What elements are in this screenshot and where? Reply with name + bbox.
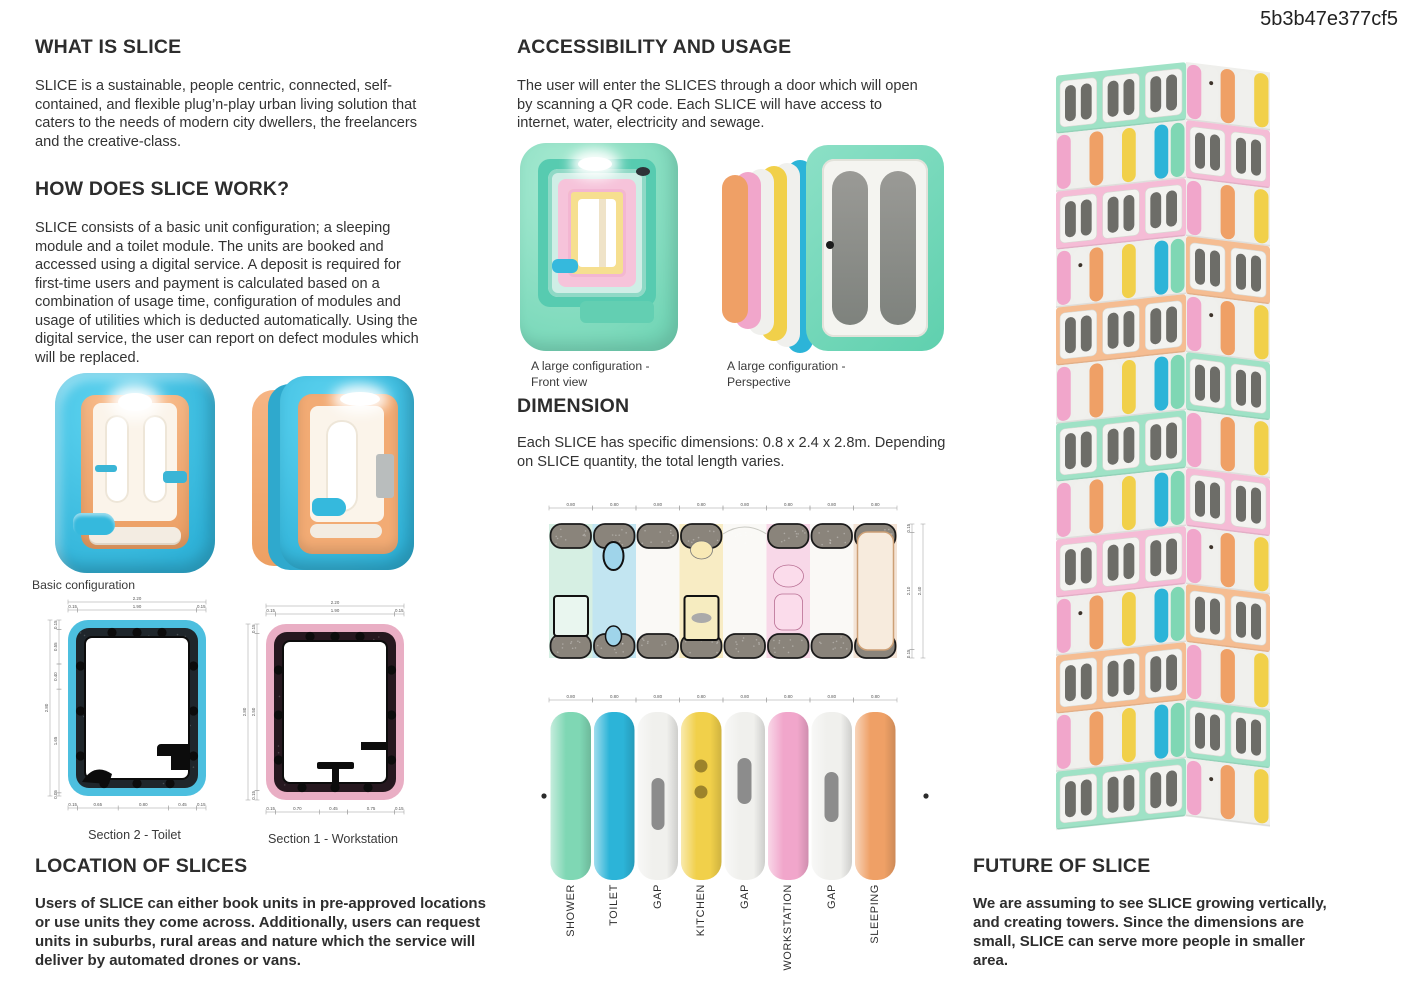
svg-text:0.15: 0.15 xyxy=(266,608,275,614)
drawing-section-toilet xyxy=(42,596,227,826)
drawing-section-workstation xyxy=(240,600,425,830)
svg-text:0.80: 0.80 xyxy=(696,694,706,700)
svg-text:0.80: 0.80 xyxy=(870,694,880,700)
svg-text:0.80: 0.80 xyxy=(740,502,750,508)
svg-text:0.55: 0.55 xyxy=(53,642,59,651)
vent-dot xyxy=(636,167,650,176)
svg-text:0.45: 0.45 xyxy=(329,806,338,812)
svg-text:0.15: 0.15 xyxy=(68,802,77,808)
svg-text:0.80: 0.80 xyxy=(609,694,619,700)
heading-future-of-slice: FUTURE OF SLICE xyxy=(973,855,1151,877)
module-label: KITCHEN xyxy=(695,884,708,937)
caption-large-front: A large configuration - Front view xyxy=(531,359,650,389)
svg-text:0.40: 0.40 xyxy=(53,672,59,681)
svg-text:2.50: 2.50 xyxy=(251,707,257,717)
illustration-slice-tower xyxy=(1048,48,1273,848)
module-sink xyxy=(552,259,578,273)
module-label-row xyxy=(535,884,949,984)
module-panel xyxy=(376,454,394,498)
svg-text:0.15: 0.15 xyxy=(197,802,206,808)
module-label: GAP xyxy=(825,884,838,909)
tower-left-face xyxy=(1056,62,1186,830)
module-label: GAP xyxy=(738,884,751,909)
svg-text:0.80: 0.80 xyxy=(653,502,663,508)
caption-section-workstation: Section 1 - Workstation xyxy=(268,832,398,846)
module-back-wall xyxy=(578,199,616,267)
body-how-does-slice-work: SLICE consists of a basic unit configuration; a sleeping module and a toilet module. The units are booked and accessed using a digital service. A deposit is required for first-time users and payment is calculated based on a combination of usage time, configuration of modules and usage of utilities which is deducted automatically. Using the digital service, the user can report on defect modules which will be replaced. xyxy=(35,220,419,366)
module-capsule xyxy=(812,712,853,880)
door-window xyxy=(832,171,868,325)
svg-text:0.80: 0.80 xyxy=(609,502,619,508)
svg-text:0.15: 0.15 xyxy=(53,620,59,629)
svg-text:0.80: 0.80 xyxy=(740,694,750,700)
module-label: SHOWER xyxy=(564,884,577,937)
module-capsule xyxy=(594,712,635,880)
module-light xyxy=(118,393,152,411)
caption-basic-configuration: Basic configuration xyxy=(32,578,135,592)
module-label: WORKSTATION xyxy=(782,884,795,971)
svg-text:0.15: 0.15 xyxy=(906,649,912,659)
heading-accessibility-and-usage: ACCESSIBILITY AND USAGE xyxy=(517,36,792,58)
caption-section-toilet: Section 2 - Toilet xyxy=(88,828,181,842)
module-pillar xyxy=(599,199,606,267)
svg-text:0.80: 0.80 xyxy=(870,502,880,508)
svg-text:0.15: 0.15 xyxy=(197,604,206,610)
module-light xyxy=(340,392,380,406)
svg-text:0.80: 0.80 xyxy=(138,802,148,808)
module-capsule xyxy=(768,712,809,880)
svg-text:2.40: 2.40 xyxy=(917,586,923,596)
svg-text:0.80: 0.80 xyxy=(566,502,576,508)
module-sink xyxy=(73,513,115,535)
module-window xyxy=(143,415,167,503)
illustration-basic-module-front xyxy=(55,373,215,573)
door-knob xyxy=(826,241,834,249)
illustration-large-config-perspective xyxy=(722,145,944,351)
svg-text:0.80: 0.80 xyxy=(653,694,663,700)
svg-text:1.65: 1.65 xyxy=(53,736,59,746)
svg-text:0.80: 0.80 xyxy=(783,694,793,700)
svg-text:0.75: 0.75 xyxy=(366,806,376,812)
svg-text:0.15: 0.15 xyxy=(251,791,257,800)
module-capsule xyxy=(551,712,592,880)
module-light xyxy=(578,157,612,171)
svg-text:0.15: 0.15 xyxy=(395,608,404,614)
svg-text:2.80: 2.80 xyxy=(44,703,50,713)
module-shelf xyxy=(163,471,187,483)
body-accessibility-and-usage: The user will enter the SLICES through a door which will open by scanning a QR code. Each SLICE will have access to internet, water, electricity and sewage. xyxy=(517,78,918,132)
module-step xyxy=(580,301,654,323)
drawing-plan-view xyxy=(535,500,935,675)
svg-text:0.80: 0.80 xyxy=(566,694,576,700)
svg-text:0.05: 0.05 xyxy=(53,790,59,799)
drawing-elevation-view xyxy=(535,692,935,880)
heading-what-is-slice: WHAT IS SLICE xyxy=(35,36,182,58)
body-location-of-slices: Users of SLICE can either book units in pre-approved locations or use units they come across. Additionally, users can request units in suburbs, rural areas and nature which the service will deliver by automated drones or vans. xyxy=(35,895,486,970)
module-capsule xyxy=(638,712,679,880)
svg-text:0.15: 0.15 xyxy=(68,604,77,610)
svg-text:1.90: 1.90 xyxy=(330,608,340,614)
heading-location-of-slices: LOCATION OF SLICES xyxy=(35,855,248,877)
body-future-of-slice: We are assuming to see SLICE growing vertically, and creating towers. Since the dimensions are small, SLICE can serve more people in smaller area. xyxy=(973,895,1327,970)
module-label: TOILET xyxy=(608,884,621,926)
module-window xyxy=(105,415,129,503)
body-dimension: Each SLICE has specific dimensions: 0.8 x 2.4 x 2.8m. Depending on SLICE quantity, the total length varies. xyxy=(517,435,946,470)
module-capsule xyxy=(855,712,896,880)
svg-text:0.15: 0.15 xyxy=(906,523,912,533)
svg-text:0.15: 0.15 xyxy=(251,624,257,633)
tower-right-face xyxy=(1186,62,1270,827)
svg-text:2.80: 2.80 xyxy=(242,707,248,717)
module-label: GAP xyxy=(651,884,664,909)
illustration-basic-module-perspective xyxy=(252,376,414,574)
module-capsule xyxy=(681,712,722,880)
svg-text:2.20: 2.20 xyxy=(132,596,142,602)
heading-how-does-slice-work: HOW DOES SLICE WORK? xyxy=(35,178,290,200)
module-shelf xyxy=(95,465,117,472)
svg-text:2.10: 2.10 xyxy=(906,586,912,596)
svg-text:0.80: 0.80 xyxy=(827,694,837,700)
svg-text:1.90: 1.90 xyxy=(132,604,142,610)
svg-text:0.65: 0.65 xyxy=(93,802,103,808)
svg-text:0.45: 0.45 xyxy=(178,802,187,808)
module-label: SLEEPING xyxy=(869,884,882,944)
door-window xyxy=(880,171,916,325)
heading-dimension: DIMENSION xyxy=(517,395,630,417)
svg-text:0.80: 0.80 xyxy=(827,502,837,508)
svg-text:0.80: 0.80 xyxy=(783,502,793,508)
svg-text:2.20: 2.20 xyxy=(330,600,340,606)
svg-text:0.80: 0.80 xyxy=(696,502,706,508)
module-floor xyxy=(310,524,382,538)
caption-large-perspective: A large configuration - Perspective xyxy=(727,359,846,389)
stacked-module-stripe xyxy=(722,175,748,323)
illustration-large-config-front xyxy=(520,143,678,351)
svg-text:0.15: 0.15 xyxy=(266,806,275,812)
module-capsule xyxy=(725,712,766,880)
module-sink xyxy=(312,498,346,516)
svg-text:0.15: 0.15 xyxy=(395,806,404,812)
svg-text:0.70: 0.70 xyxy=(293,806,302,812)
body-what-is-slice: SLICE is a sustainable, people centric, connected, self-contained, and flexible plug’n-play urban living solution that caters to the needs of modern city dwellers, the freelancers and the creative-class. xyxy=(35,78,418,150)
page-id-code: 5b3b47e377cf5 xyxy=(1260,8,1398,30)
